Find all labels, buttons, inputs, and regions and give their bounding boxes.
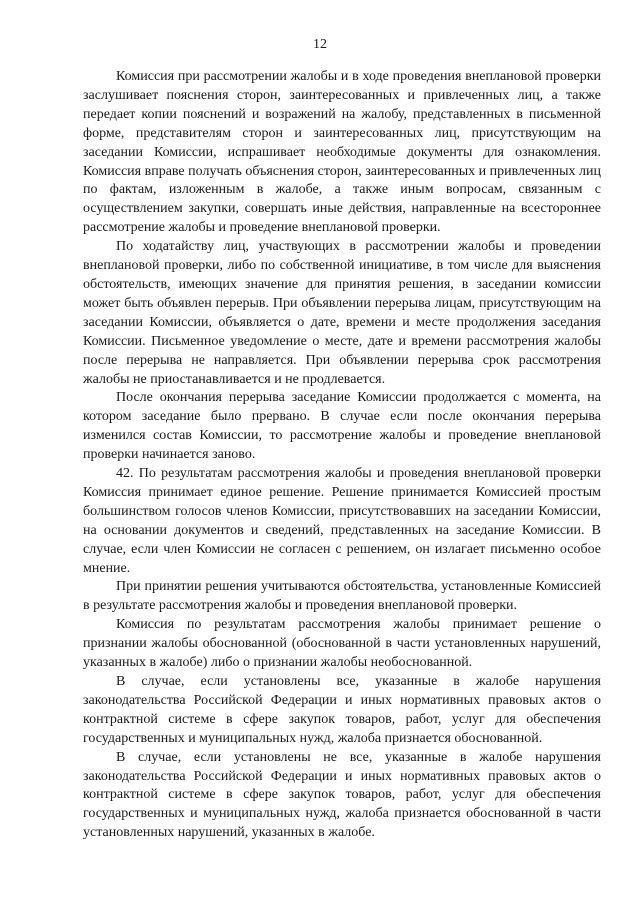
page-number: 12 xyxy=(313,37,327,52)
document-body xyxy=(83,68,601,843)
paragraph: 42. По результатам рассмотрения жалобы и проведения внеплановой проверки Комиссия принимает единое решение. Решение принимается Комиссией простым большинством голосов членов Комиссии, присутствовавших на заседании Комиссии, на основании документов и сведений, представленных на заседание Комиссии. В случае, если член Комиссии не согласен с решением, он излагает письменно особое мнение. xyxy=(83,466,601,576)
paragraph: В случае, если установлены не все, указанные в жалобе нарушения законодательства Российской Федерации и иных нормативных правовых актов о контрактной системе в сфере закупок товаров, работ, услуг для обеспечения государственных и муниципальных нужд, жалоба признается обоснованной в части установленных нарушений, указанных в жалобе. xyxy=(83,749,601,841)
paragraph: При принятии решения учитываются обстоятельства, установленные Комиссией в результате рассмотрения жалобы и проведения внеплановой проверки. xyxy=(83,579,601,614)
paragraph: По ходатайству лиц, участвующих в рассмотрении жалобы и проведении внеплановой проверки, либо по собственной инициативе, в том числе для выяснения обстоятельств, имеющих значение для принятия решения, в заседании комиссии может быть объявлен перерыв. При объявлении перерыва лицам, присутствующим на заседании Комиссии, объявляется о дате, времени и месте продолжения заседания Комиссии. Письменное уведомление о месте, дате и времени рассмотрения жалобы после перерыва не направляется. При объявлении перерыва срок рассмотрения жалобы не приостанавливается и не продлевается. xyxy=(83,239,601,387)
paragraph: В случае, если установлены все, указанные в жалобе нарушения законодательства Российской Федерации и иных нормативных правовых актов о контрактной системе в сфере закупок товаров, работ, услуг для обеспечения государственных и муниципальных нужд, жалоба признается обоснованной. xyxy=(83,674,601,746)
paragraph: Комиссия при рассмотрении жалобы и в ходе проведения внеплановой проверки заслушивает пояснения сторон, заинтересованных и привлеченных лиц, а также передает копии пояснений и возражений на жалобу, представленных в письменной форме, представителям сторон и заинтересованных лиц, присутствующим на заседании Комиссии, испрашивает необходимые документы для ознакомления. Комиссия вправе получать объяснения сторон, заинтересованных и привлеченных лиц по фактам, изложенным в жалобе, а также иным вопросам, связанным с осуществлением закупки, совершать иные действия, направленные на всестороннее рассмотрение жалобы и проведение внеплановой проверки. xyxy=(83,69,602,236)
paragraph: После окончания перерыва заседание Комиссии продолжается с момента, на котором заседание было прервано. В случае если после окончания перерыва изменился состав Комиссии, то рассмотрение жалобы и проведение внеплановой проверки начинается заново. xyxy=(83,390,601,463)
paragraph: Комиссия по результатам рассмотрения жалобы принимает решение о признании жалобы обоснованной (обоснованной в части установленных нарушений, указанных в жалобе) либо о признании жалобы необоснованной. xyxy=(83,617,601,671)
